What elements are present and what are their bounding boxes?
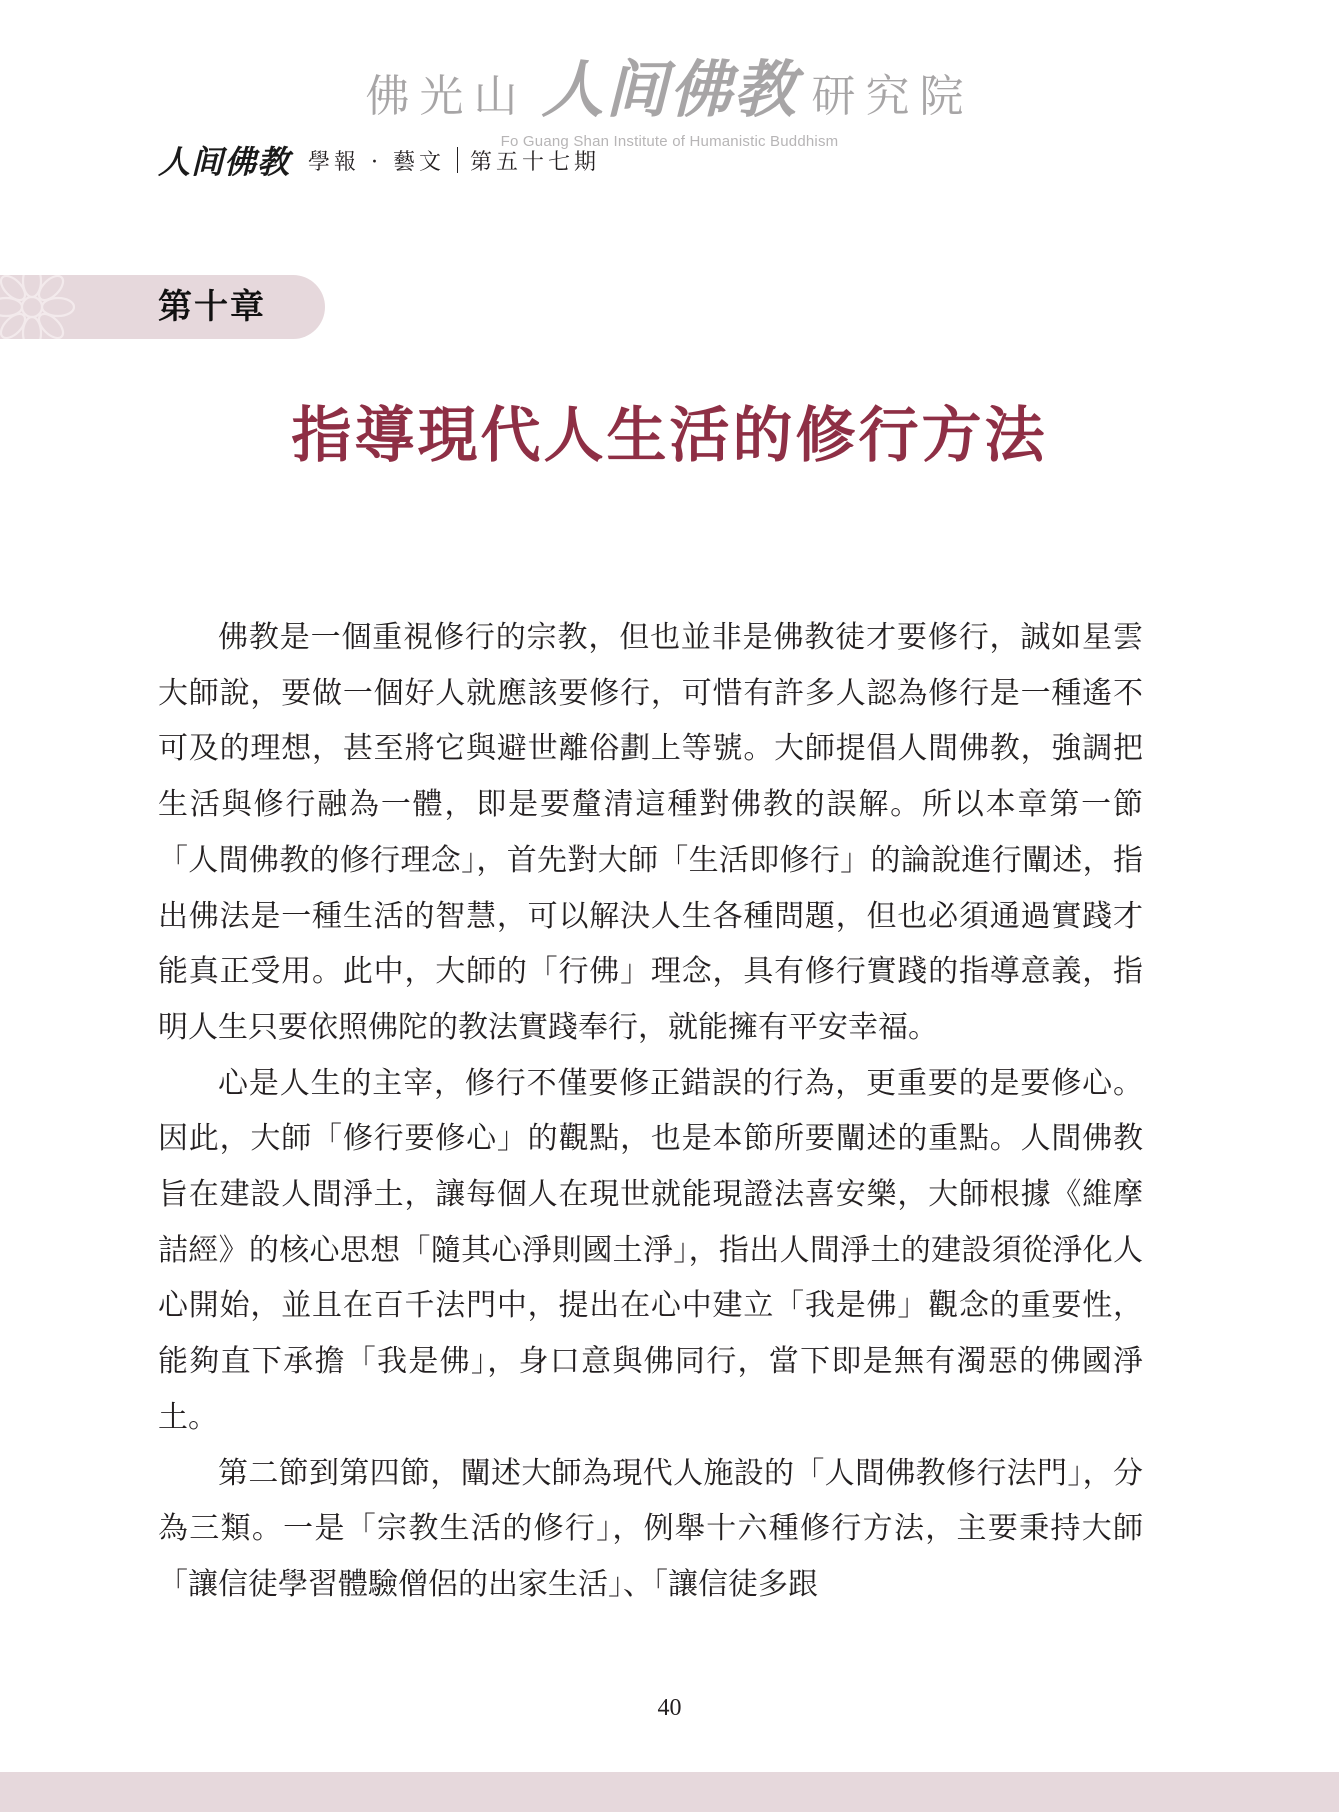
institute-name-part1: 佛光山 xyxy=(365,71,528,122)
paragraph: 佛教是一個重視修行的宗教，但也並非是佛教徒才要修行，誠如星雲大師說，要做一個好人就應該要修行，可惜有許多人認為修行是一種遙不可及的理想，甚至將它與避世離俗劃上等號。大師提倡人間佛教，強調把生活與修行融為一體，即是要釐清這種對佛教的誤解。所以本章第一節「人間佛教的修行理念」，首先對大師「生活即修行」的論說進行闡述，指出佛法是一種生活的智慧，可以解決人生各種問題，但也必須通過實踐才能真正受用。此中，大師的「行佛」理念，具有修行實踐的指導意義，指明人生只要依照佛陀的教法實踐奉行，就能擁有平安幸福。 xyxy=(158,620,1143,1045)
journal-divider xyxy=(457,147,458,173)
journal-name: 學報 · 藝文 xyxy=(308,149,445,175)
journal-header xyxy=(158,140,600,180)
institute-name-part3: 研究院 xyxy=(811,71,974,122)
footer-band xyxy=(0,1772,1339,1812)
journal-logo: 人间佛教 xyxy=(158,143,291,181)
page-number: 40 xyxy=(657,1695,682,1721)
chapter-tab xyxy=(0,275,325,339)
body-text xyxy=(158,610,1143,1613)
lotus-ornament-icon xyxy=(0,275,82,339)
chapter-label: 第十章 xyxy=(158,287,266,327)
institute-title xyxy=(0,40,1339,129)
institute-header xyxy=(0,40,1339,150)
journal-issue: 第五十七期 xyxy=(470,149,601,175)
paragraph: 第二節到第四節，闡述大師為現代人施設的「人間佛教修行法門」，分為三類。一是「宗教生活的修行」，例舉十六種修行方法，主要秉持大師「讓信徒學習體驗僧侶的出家生活」、「讓信徒多跟 xyxy=(158,1455,1143,1602)
chapter-title: 指導現代人生活的修行方法 xyxy=(291,401,1048,471)
institute-logo-calligraphy: 人间佛教 xyxy=(541,53,798,126)
institute-subtitle: Fo Guang Shan Institute of Humanistic Buddhism xyxy=(500,133,839,150)
paragraph: 心是人生的主宰，修行不僅要修正錯誤的行為，更重要的是要修心。因此，大師「修行要修心」的觀點，也是本節所要闡述的重點。人間佛教旨在建設人間淨土，讓每個人在現世就能現證法喜安樂，大師根據《維摩詰經》的核心思想「隨其心淨則國土淨」，指出人間淨土的建設須從淨化人心開始，並且在百千法門中，提出在心中建立「我是佛」觀念的重要性，能夠直下承擔「我是佛」，身口意與佛同行，當下即是無有濁惡的佛國淨土。 xyxy=(158,1065,1143,1435)
